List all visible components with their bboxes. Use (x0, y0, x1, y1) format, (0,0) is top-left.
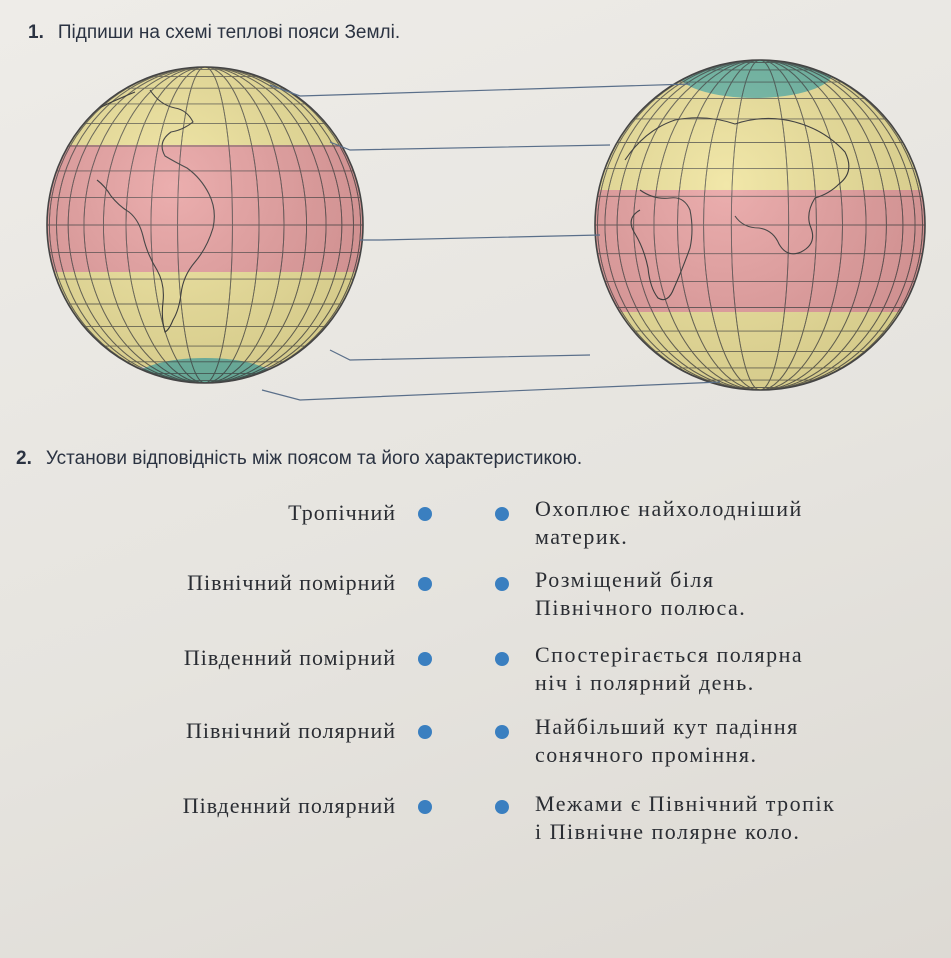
zone-label-north-temperate: Північний помірний (187, 570, 396, 595)
zone-label-north-polar: Північний полярний (185, 718, 396, 743)
globe-right-outline (595, 60, 925, 390)
zone-dot-3[interactable] (418, 652, 432, 666)
characteristic-5 (535, 790, 951, 846)
characteristic-1-line-2: материк. (535, 524, 629, 549)
label-line-3[interactable] (360, 235, 600, 240)
characteristic-dot-2[interactable] (495, 577, 509, 591)
characteristic-4 (535, 713, 951, 769)
label-line-5[interactable] (262, 382, 720, 400)
task-1-number: 1. (28, 22, 44, 43)
task-1-heading (28, 22, 400, 44)
zone-dot-1[interactable] (418, 507, 432, 521)
characteristic-2-line-1: Розміщений біля (535, 567, 715, 592)
characteristic-dot-4[interactable] (495, 725, 509, 739)
characteristic-dot-5[interactable] (495, 800, 509, 814)
label-line-2[interactable] (330, 142, 610, 150)
zone-dot-2[interactable] (418, 577, 432, 591)
characteristic-1 (535, 495, 951, 551)
globe-left-outline (47, 67, 363, 383)
task-2-text: Установи відповідність між поясом та його характеристикою. (45, 448, 583, 469)
characteristic-2 (535, 566, 951, 622)
zone-dot-4[interactable] (418, 725, 432, 739)
characteristic-2-line-2: Північного полюса. (535, 595, 747, 620)
characteristic-dot-1[interactable] (495, 507, 509, 521)
eastern-hemisphere-globe (590, 50, 930, 402)
zone-dot-5[interactable] (418, 800, 432, 814)
characteristic-3 (535, 641, 951, 697)
western-hemisphere-globe (40, 65, 370, 402)
characteristic-3-line-1: Спостерігається полярна (535, 642, 804, 667)
zone-label-south-temperate: Південний помірний (183, 645, 396, 670)
characteristic-5-line-1: Межами є Північний тропік (535, 791, 836, 816)
characteristic-4-line-2: сонячного проміння. (535, 742, 758, 767)
zone-label-south-polar: Південний полярний (182, 793, 396, 818)
label-line-4[interactable] (330, 350, 590, 360)
task-1-text: Підпиши на схемі теплові пояси Землі. (57, 22, 401, 43)
task-2-heading (16, 448, 582, 470)
label-line-1[interactable] (270, 84, 690, 96)
task-2-number: 2. (16, 448, 32, 469)
characteristic-4-line-1: Найбільший кут падіння (535, 714, 799, 739)
characteristic-3-line-2: ніч і полярний день. (535, 670, 755, 695)
zone-label-tropical: Тропічний (288, 500, 396, 525)
characteristic-dot-3[interactable] (495, 652, 509, 666)
characteristic-1-line-1: Охоплює найхолодніший (535, 496, 803, 521)
characteristic-5-line-2: і Північне полярне коло. (535, 819, 801, 844)
heat-zones-figure (0, 50, 951, 420)
